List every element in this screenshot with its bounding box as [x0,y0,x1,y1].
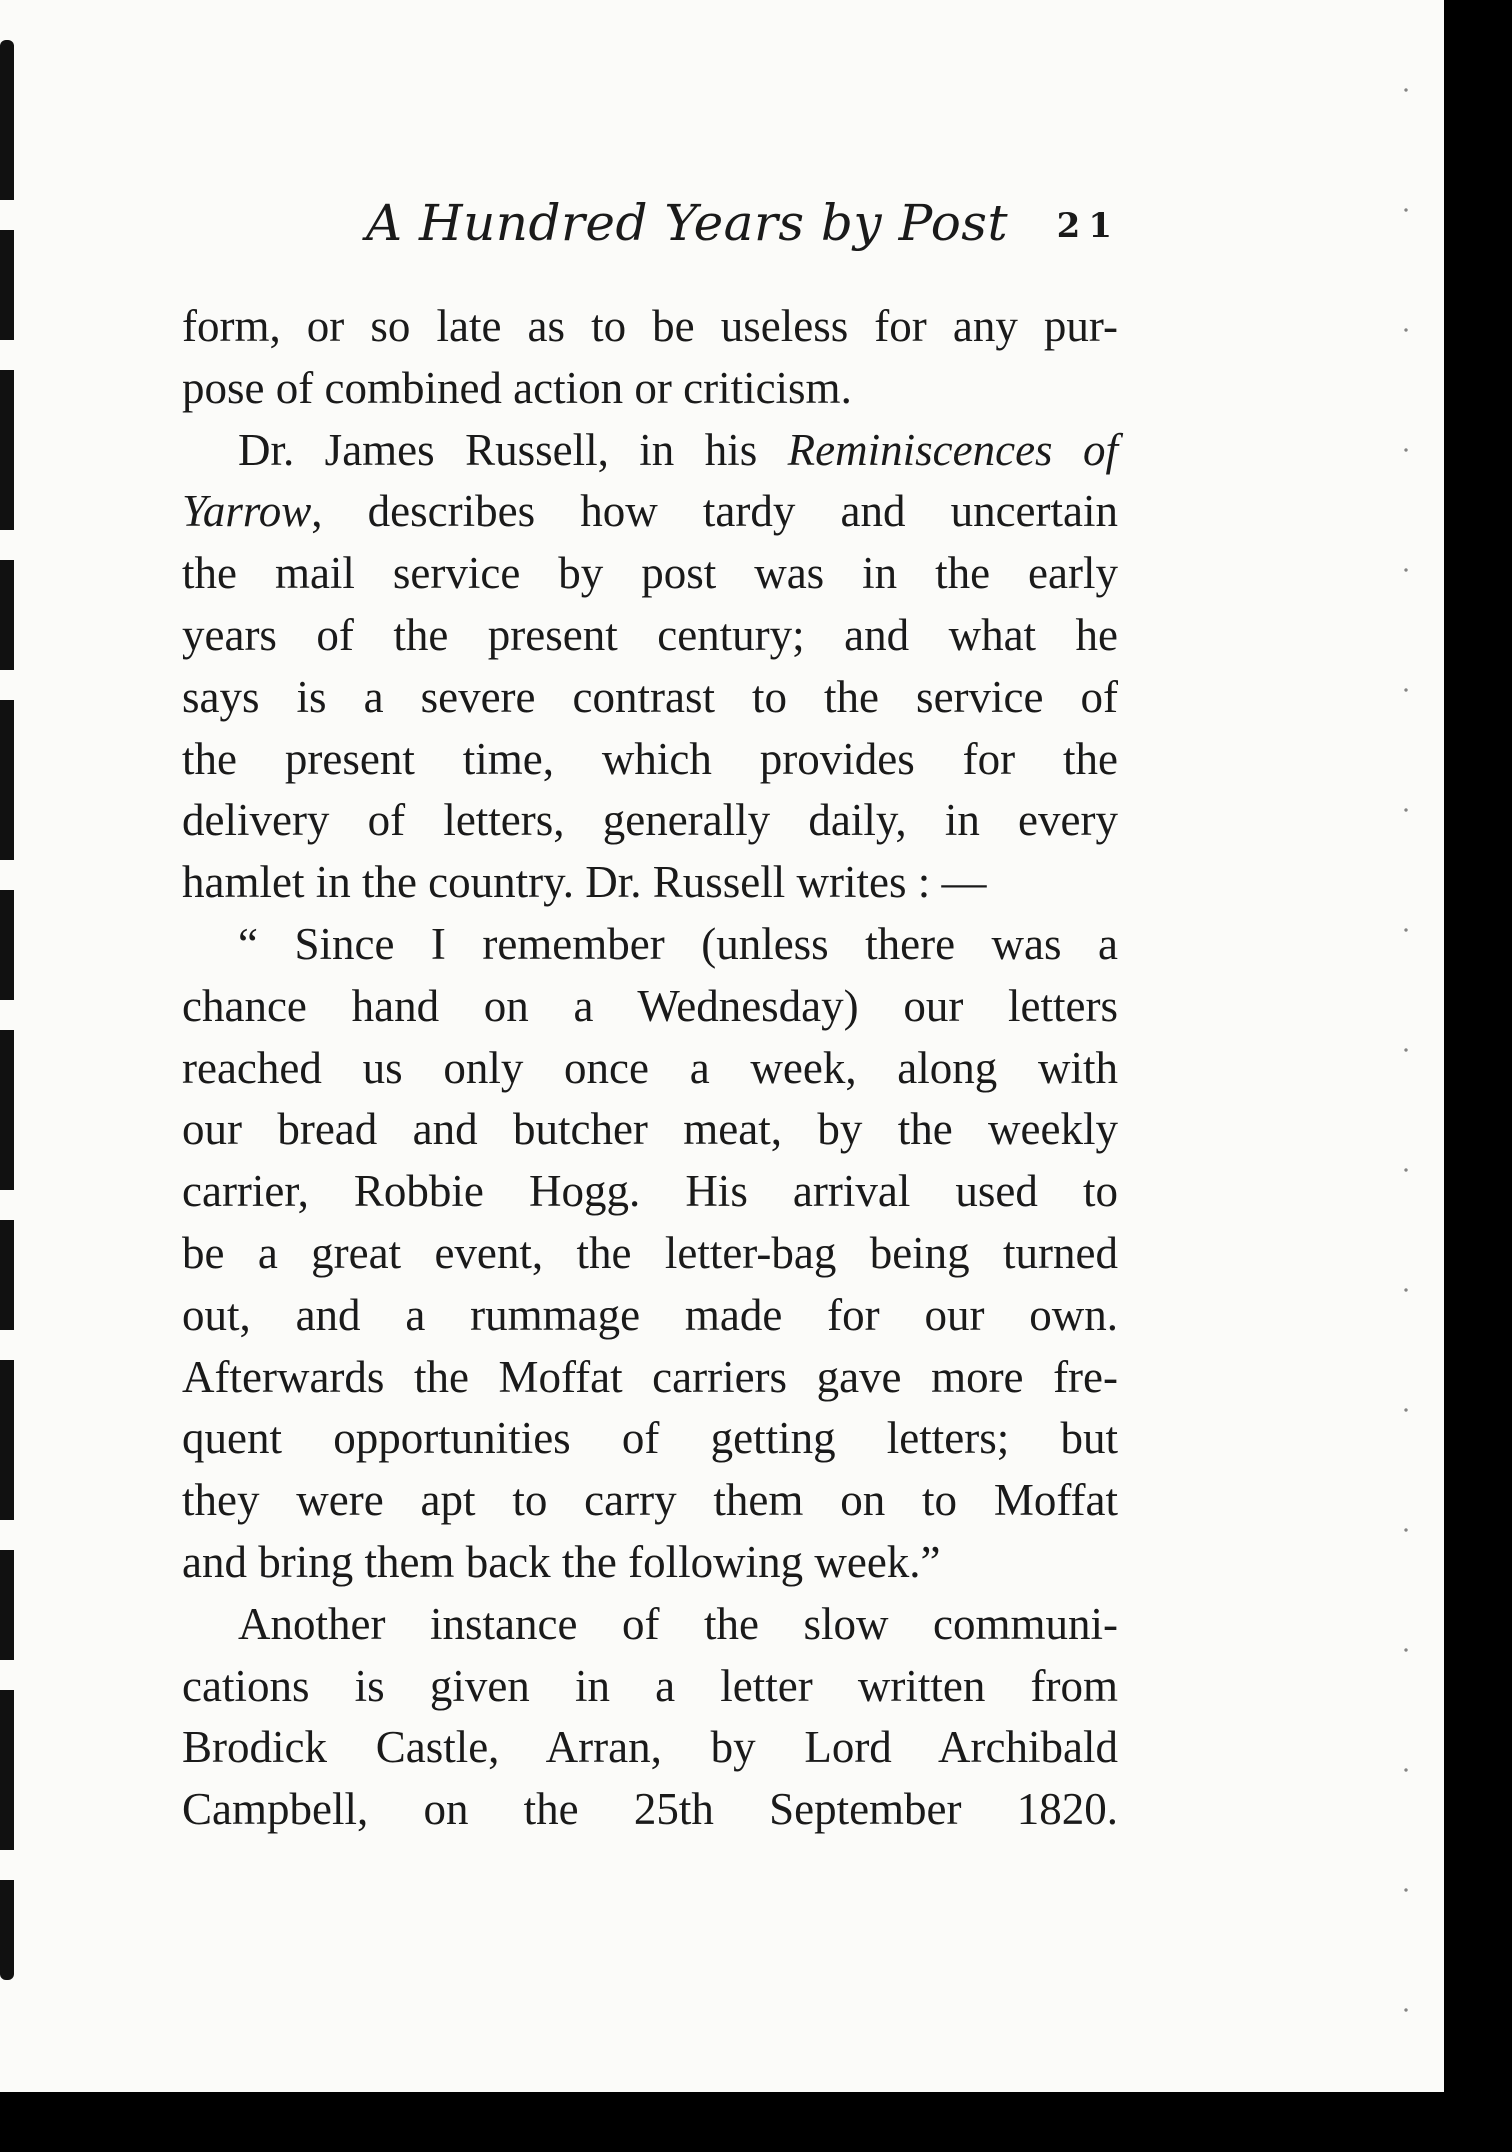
book-title-italic: Reminiscences of [787,424,1118,475]
text-line: be a great event, the letter-bag being turned [182,1227,1118,1278]
text-line: carrier, Robbie Hogg. His arrival used to [182,1166,1118,1217]
text-line: says is a severe contrast to the service of [182,671,1118,722]
text-line: they were apt to carry them on to Moffat [182,1475,1118,1526]
text-line: pose of combined action or criticism. [182,362,852,413]
text-run: , describes how tardy and uncertain [311,486,1118,537]
text-line: delivery of letters, generally daily, in every [182,795,1118,846]
text-line: cations is given in a letter written from [182,1660,1118,1711]
running-title: A Hundred Years by Post [366,194,1009,252]
text-line [182,420,1118,482]
text-line: the present time, which provides for the [182,733,1118,784]
text-line: Afterwards the Moffat carriers gave more fre- [182,1351,1118,1402]
running-header [180,194,1120,264]
text-run: Dr. James Russell, in his [238,424,788,475]
body-text [182,296,1118,1841]
text-line [182,481,1118,543]
paragraph-3-quotation [182,914,1118,1594]
scan-left-edge [0,40,14,1980]
text-line: quent opportunities of getting letters; but [182,1413,1118,1464]
text-line: chance hand on a Wednesday) our letters [182,980,1118,1031]
text-line: years of the present century; and what he [182,609,1118,660]
paragraph-4 [182,1594,1118,1841]
scan-right-shadow [1444,0,1512,2152]
text-line: the mail service by post was in the early [182,548,1118,599]
text-line: our bread and butcher meat, by the weekly [182,1104,1118,1155]
book-title-italic: Yarrow [182,486,312,537]
text-line: Another instance of the slow communi- [238,1598,1118,1649]
page-number: 21 [1056,206,1120,246]
text-line: Brodick Castle, Arran, by Lord Archibald [182,1722,1118,1773]
text-line: form, or so late as to be useless for any pur- [182,301,1118,351]
scan-bottom-shadow [0,2092,1512,2152]
text-line: out, and a rummage made for our own. [182,1289,1118,1340]
text-line: and bring them back the following week.” [182,1536,941,1587]
paragraph-2 [182,420,1118,914]
text-line: “ Since I remember (unless there was a [238,918,1118,969]
text-line: hamlet in the country. Dr. Russell writes : — [182,857,987,908]
text-line: reached us only once a week, along with [182,1042,1118,1093]
scan-right-specks [1404,0,1444,2152]
paragraph-1 [182,296,1118,420]
text-line: Campbell, on the 25th September 1820. [182,1784,1118,1835]
